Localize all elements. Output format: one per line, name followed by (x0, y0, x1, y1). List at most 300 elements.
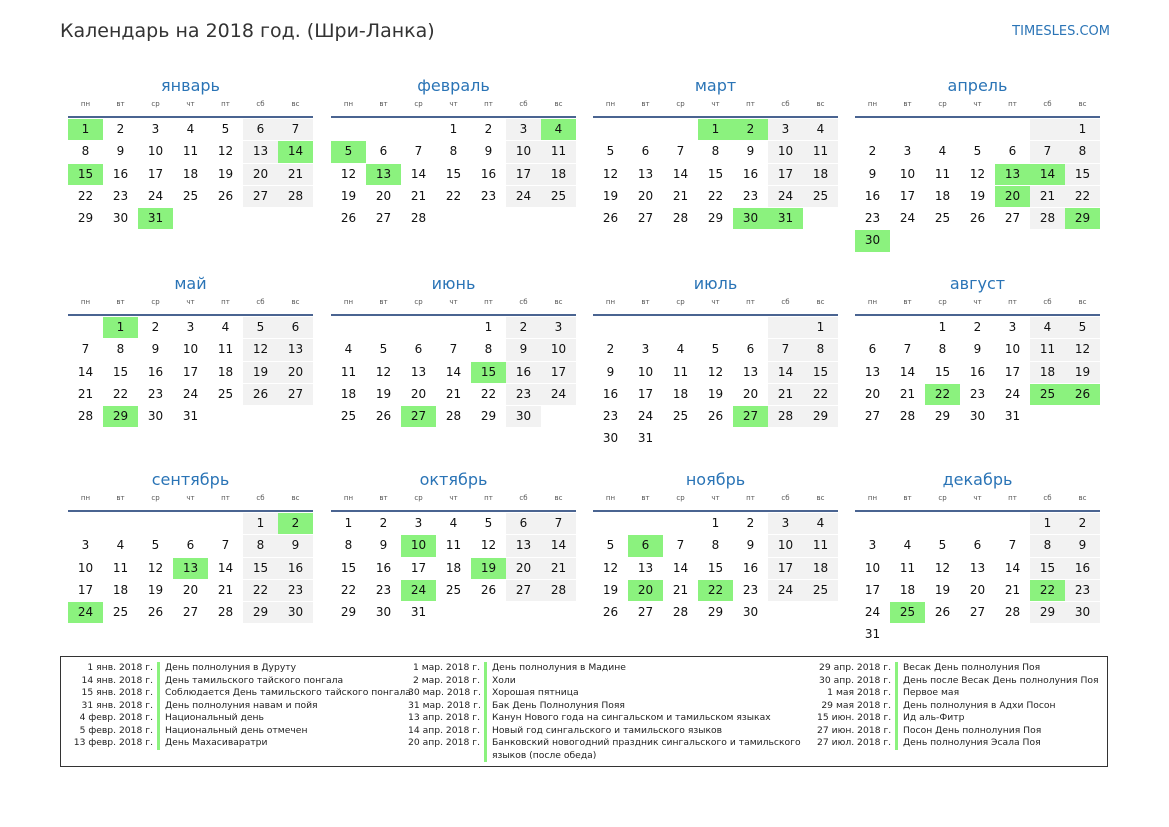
week-row (593, 119, 838, 141)
weekday-label: пт (746, 298, 755, 306)
holiday-day-cell: 15 (68, 164, 103, 185)
day-cell: 21 (541, 558, 576, 579)
day-cell: 16 (1065, 558, 1100, 579)
weekday-label: вт (379, 494, 388, 502)
day-cell: 16 (147, 364, 164, 379)
day-cell: 31 (182, 409, 199, 424)
empty-cell (1065, 624, 1100, 645)
day-cell: 12 (243, 339, 278, 360)
day-cell: 3 (903, 144, 912, 159)
day-cell: 22 (340, 582, 357, 597)
day-cell: 28 (278, 186, 313, 207)
day-cell: 30 (506, 406, 541, 427)
day-cell: 8 (938, 342, 947, 357)
weekday-header (593, 100, 838, 113)
weekday-label: пт (221, 298, 230, 306)
day-cell: 9 (151, 342, 160, 357)
weekday-header (68, 298, 313, 311)
header-rule (68, 116, 313, 118)
day-cell: 1 (1030, 513, 1065, 534)
day-cell: 30 (602, 431, 619, 446)
legend-date: 30 апр. 2018 г. (819, 674, 891, 686)
weekday-label: пн (867, 298, 878, 306)
day-cell: 17 (182, 364, 199, 379)
legend-row (817, 662, 1163, 675)
day-cell: 3 (868, 538, 877, 553)
week-row (331, 208, 576, 230)
day-cell: 2 (868, 144, 877, 159)
empty-cell (506, 602, 541, 623)
day-cell: 30 (375, 605, 392, 620)
weekday-label: пн (867, 100, 878, 108)
legend-marker (484, 687, 487, 700)
day-cell: 11 (112, 560, 129, 575)
day-cell: 16 (112, 166, 129, 181)
day-cell: 16 (375, 560, 392, 575)
holiday-day-cell: 29 (103, 406, 138, 427)
holiday-legend (60, 656, 1108, 767)
day-cell: 3 (541, 317, 576, 338)
day-cell: 7 (449, 342, 458, 357)
empty-cell (1030, 406, 1065, 427)
legend-row (69, 712, 415, 725)
month-name: май (174, 274, 207, 293)
day-cell: 4 (116, 538, 125, 553)
week-row (855, 230, 1100, 252)
day-cell: 6 (243, 119, 278, 140)
day-cell: 23 (112, 188, 129, 203)
empty-cell (401, 119, 436, 140)
legend-column (69, 662, 415, 750)
day-cell: 10 (77, 560, 94, 575)
holiday-day-cell: 2 (733, 119, 768, 140)
weekday-label: сб (1043, 100, 1052, 108)
empty-cell (68, 317, 103, 338)
header-rule (855, 510, 1100, 512)
weekday-label: вт (116, 494, 125, 502)
day-cell: 18 (803, 164, 838, 185)
day-cell: 16 (742, 166, 759, 181)
day-cell: 14 (1004, 560, 1021, 575)
day-cell: 10 (899, 166, 916, 181)
week-row (331, 580, 576, 602)
holiday-day-cell: 6 (628, 535, 663, 556)
weekday-label: пт (1008, 100, 1017, 108)
day-cell: 10 (541, 339, 576, 360)
day-cell: 29 (1030, 602, 1065, 623)
empty-cell (890, 230, 925, 251)
legend-row (817, 675, 1163, 688)
weekday-label: сб (1043, 298, 1052, 306)
day-cell: 13 (864, 364, 881, 379)
empty-cell (1065, 406, 1100, 427)
day-cell: 11 (541, 141, 576, 162)
day-cell: 5 (1065, 317, 1100, 338)
day-cell: 13 (969, 560, 986, 575)
day-cell: 27 (375, 211, 392, 226)
day-cell: 30 (969, 409, 986, 424)
day-cell: 2 (379, 516, 388, 530)
day-cell: 15 (340, 560, 357, 575)
holiday-day-cell: 31 (768, 208, 803, 229)
weekday-label: сб (519, 494, 528, 502)
weekday-label: ср (938, 494, 947, 502)
week-row (593, 428, 838, 450)
week-row (331, 535, 576, 557)
empty-cell (1030, 230, 1065, 251)
day-cell: 25 (182, 188, 199, 203)
legend-date: 2 мар. 2018 г. (412, 674, 480, 686)
day-cell: 12 (480, 538, 497, 553)
week-row (593, 384, 838, 406)
day-cell: 5 (973, 144, 982, 159)
day-cell: 4 (903, 538, 912, 553)
day-cell: 26 (934, 605, 951, 620)
empty-cell (436, 602, 471, 623)
weekday-label: пн (343, 100, 354, 108)
day-cell: 5 (151, 538, 160, 553)
day-cell: 22 (707, 188, 724, 203)
day-cell: 12 (1065, 339, 1100, 360)
day-cell: 24 (637, 409, 654, 424)
day-cell: 28 (768, 406, 803, 427)
empty-cell (768, 317, 803, 338)
day-cell: 10 (506, 141, 541, 162)
week-row (331, 186, 576, 208)
day-cell: 17 (410, 560, 427, 575)
empty-cell (803, 208, 838, 229)
month-name: сентябрь (151, 470, 230, 489)
day-cell: 18 (541, 164, 576, 185)
day-cell: 2 (506, 317, 541, 338)
day-cell: 6 (278, 317, 313, 338)
weekday-label: пн (343, 298, 354, 306)
empty-cell (436, 317, 471, 338)
header-rule (68, 510, 313, 512)
day-cell: 13 (278, 339, 313, 360)
legend-marker (484, 737, 487, 762)
empty-cell (1065, 230, 1100, 251)
day-cell: 11 (803, 535, 838, 556)
empty-cell (628, 317, 663, 338)
day-cell: 17 (768, 164, 803, 185)
week-row (68, 362, 313, 384)
legend-row (817, 737, 1163, 750)
legend-name: Национальный день отмечен (165, 724, 308, 736)
legend-row (408, 725, 812, 738)
weekday-header (331, 100, 576, 113)
empty-cell (733, 428, 768, 449)
empty-cell (855, 119, 890, 140)
week-row (593, 513, 838, 535)
day-cell: 22 (480, 386, 497, 401)
day-cell: 7 (676, 144, 685, 159)
weekday-label: вс (291, 494, 300, 502)
week-row (855, 406, 1100, 428)
day-cell: 6 (868, 342, 877, 357)
week-row (68, 558, 313, 580)
day-cell: 19 (243, 362, 278, 383)
day-cell: 27 (637, 605, 654, 620)
empty-cell (401, 317, 436, 338)
weekday-label: пт (746, 100, 755, 108)
weekday-label: вс (554, 298, 563, 306)
weekday-label: ср (676, 298, 685, 306)
day-cell: 20 (375, 188, 392, 203)
legend-marker (157, 662, 160, 675)
legend-name: Национальный день (165, 712, 264, 723)
weekday-label: вс (291, 298, 300, 306)
empty-cell (890, 624, 925, 645)
day-cell: 2 (973, 320, 982, 334)
day-cell: 12 (340, 166, 357, 181)
weekday-label: сб (519, 298, 528, 306)
day-cell: 3 (768, 513, 803, 534)
holiday-day-cell: 22 (1030, 580, 1065, 601)
day-cell: 30 (112, 211, 129, 226)
day-cell: 31 (410, 605, 427, 620)
day-cell: 18 (112, 582, 129, 597)
day-cell: 18 (934, 188, 951, 203)
legend-name: День полнолуния в Адхи Посон (903, 699, 1056, 711)
day-cell: 24 (1004, 386, 1021, 401)
week-row (68, 580, 313, 602)
day-cell: 11 (340, 364, 357, 379)
day-cell: 2 (1065, 513, 1100, 534)
day-cell: 7 (676, 538, 685, 553)
day-cell: 27 (182, 605, 199, 620)
week-row (593, 208, 838, 230)
day-cell: 6 (641, 144, 650, 159)
day-cell: 23 (864, 211, 881, 226)
legend-row (69, 725, 415, 738)
day-cell: 29 (803, 406, 838, 427)
legend-marker (484, 662, 487, 675)
weekday-label: пн (80, 494, 91, 502)
legend-date: 5 февр. 2018 г. (79, 724, 153, 736)
weekday-label: сб (781, 100, 790, 108)
weekday-label: чт (186, 100, 195, 108)
day-cell: 11 (1030, 339, 1065, 360)
day-cell: 24 (899, 211, 916, 226)
empty-cell (278, 406, 313, 427)
day-cell: 26 (375, 409, 392, 424)
day-cell: 8 (711, 144, 720, 159)
day-cell: 21 (410, 188, 427, 203)
weekday-label: пн (605, 494, 616, 502)
empty-cell (138, 513, 173, 534)
day-cell: 12 (147, 560, 164, 575)
legend-name: День после Весак День полнолуния Поя (903, 674, 1099, 686)
legend-marker (157, 700, 160, 713)
day-cell: 21 (899, 386, 916, 401)
day-cell: 6 (379, 144, 388, 159)
week-row (331, 119, 576, 141)
weekday-label: ср (151, 100, 160, 108)
weekday-label: вс (291, 100, 300, 108)
header-rule (593, 510, 838, 512)
empty-cell (733, 317, 768, 338)
day-cell: 20 (637, 188, 654, 203)
day-cell: 28 (672, 605, 689, 620)
day-cell: 27 (864, 409, 881, 424)
day-cell: 29 (707, 605, 724, 620)
holiday-day-cell: 4 (541, 119, 576, 140)
week-row (855, 317, 1100, 339)
day-cell: 20 (864, 386, 881, 401)
weekday-label: сб (256, 298, 265, 306)
legend-name: Первое мая (903, 687, 960, 698)
holiday-day-cell: 15 (471, 362, 506, 383)
day-cell: 22 (243, 580, 278, 601)
day-cell: 30 (742, 605, 759, 620)
day-cell: 1 (1065, 119, 1100, 140)
day-cell: 25 (112, 605, 129, 620)
empty-cell (995, 624, 1030, 645)
day-cell: 11 (803, 141, 838, 162)
day-cell: 29 (340, 605, 357, 620)
day-cell: 14 (541, 535, 576, 556)
weekday-label: пт (484, 494, 493, 502)
month-9 (68, 470, 313, 624)
legend-marker (157, 687, 160, 700)
day-cell: 28 (672, 211, 689, 226)
day-cell: 3 (151, 122, 160, 136)
legend-name: Холи (492, 674, 516, 686)
page-title: Календарь на 2018 год. (Шри-Ланка) (60, 20, 435, 42)
day-cell: 3 (1008, 320, 1017, 334)
weekday-header (855, 100, 1100, 113)
day-cell: 2 (746, 516, 755, 530)
day-cell: 15 (1030, 558, 1065, 579)
day-cell: 10 (768, 141, 803, 162)
weekday-label: ср (938, 100, 947, 108)
holiday-day-cell: 13 (995, 164, 1030, 185)
day-cell: 15 (934, 364, 951, 379)
day-cell: 17 (147, 166, 164, 181)
legend-date: 29 мая 2018 г. (821, 699, 891, 711)
week-row (855, 339, 1100, 361)
day-cell: 12 (602, 166, 619, 181)
month-7 (593, 274, 838, 451)
weekday-label: чт (711, 494, 720, 502)
weekday-label: сб (256, 100, 265, 108)
legend-date: 30 мар. 2018 г. (408, 687, 481, 698)
day-cell: 7 (903, 342, 912, 357)
day-cell: 23 (375, 582, 392, 597)
day-cell: 18 (445, 560, 462, 575)
day-cell: 23 (742, 582, 759, 597)
day-cell: 31 (637, 431, 654, 446)
day-cell: 4 (221, 320, 230, 334)
weekday-label: чт (973, 494, 982, 502)
day-cell: 21 (672, 188, 689, 203)
month-6 (331, 274, 576, 428)
legend-marker (895, 712, 898, 725)
legend-name: Ид аль-Фитр (903, 712, 965, 723)
month-name: июнь (431, 274, 476, 293)
empty-cell (366, 317, 401, 338)
day-cell: 12 (602, 560, 619, 575)
legend-row (69, 700, 415, 713)
holiday-day-cell: 14 (278, 141, 313, 162)
day-cell: 5 (484, 516, 493, 530)
empty-cell (960, 513, 995, 534)
day-cell: 24 (864, 605, 881, 620)
legend-name: Посон День полнолуния Поя (903, 724, 1042, 736)
day-cell: 22 (445, 188, 462, 203)
day-cell: 18 (899, 582, 916, 597)
day-cell: 29 (480, 409, 497, 424)
day-cell: 4 (1030, 317, 1065, 338)
week-row (331, 384, 576, 406)
legend-row (69, 662, 415, 675)
month-name: апрель (947, 76, 1008, 95)
legend-marker (895, 675, 898, 688)
day-cell: 7 (278, 119, 313, 140)
weekday-label: ср (151, 494, 160, 502)
empty-cell (593, 317, 628, 338)
week-row (68, 317, 313, 339)
day-cell: 7 (414, 144, 423, 159)
empty-cell (698, 428, 733, 449)
day-cell: 27 (637, 211, 654, 226)
day-cell: 14 (899, 364, 916, 379)
day-cell: 16 (506, 362, 541, 383)
empty-cell (925, 119, 960, 140)
legend-name: Весак День полнолуния Поя (903, 662, 1041, 673)
legend-column (408, 662, 812, 762)
header-rule (855, 314, 1100, 316)
weekday-label: пн (605, 298, 616, 306)
weekday-label: пн (80, 298, 91, 306)
month-5 (68, 274, 313, 428)
day-cell: 9 (278, 535, 313, 556)
day-cell: 18 (340, 386, 357, 401)
empty-cell (628, 119, 663, 140)
day-cell: 26 (602, 211, 619, 226)
legend-name: День полнолуния в Мадине (492, 662, 626, 673)
legend-marker (157, 725, 160, 738)
brand-link[interactable]: TIMESLES.COM (1012, 24, 1110, 39)
day-cell: 29 (707, 211, 724, 226)
weekday-label: сб (781, 494, 790, 502)
day-cell: 10 (864, 560, 881, 575)
holiday-day-cell: 1 (68, 119, 103, 140)
day-cell: 21 (445, 386, 462, 401)
weekday-label: пн (80, 100, 91, 108)
day-cell: 8 (1030, 535, 1065, 556)
weekday-label: чт (449, 100, 458, 108)
day-cell: 2 (606, 342, 615, 357)
legend-date: 1 мар. 2018 г. (412, 662, 480, 673)
weekday-label: ср (676, 100, 685, 108)
day-cell: 22 (803, 384, 838, 405)
day-cell: 1 (243, 513, 278, 534)
legend-date: 31 янв. 2018 г. (81, 699, 153, 711)
day-cell: 16 (480, 166, 497, 181)
empty-cell (925, 230, 960, 251)
month-name: октябрь (419, 470, 488, 489)
empty-cell (698, 317, 733, 338)
weekday-label: вс (554, 100, 563, 108)
holiday-day-cell: 1 (698, 119, 733, 140)
day-cell: 21 (1030, 186, 1065, 207)
weekday-label: ср (414, 494, 423, 502)
day-cell: 10 (182, 342, 199, 357)
weekday-label: вт (641, 298, 650, 306)
day-cell: 17 (1004, 364, 1021, 379)
